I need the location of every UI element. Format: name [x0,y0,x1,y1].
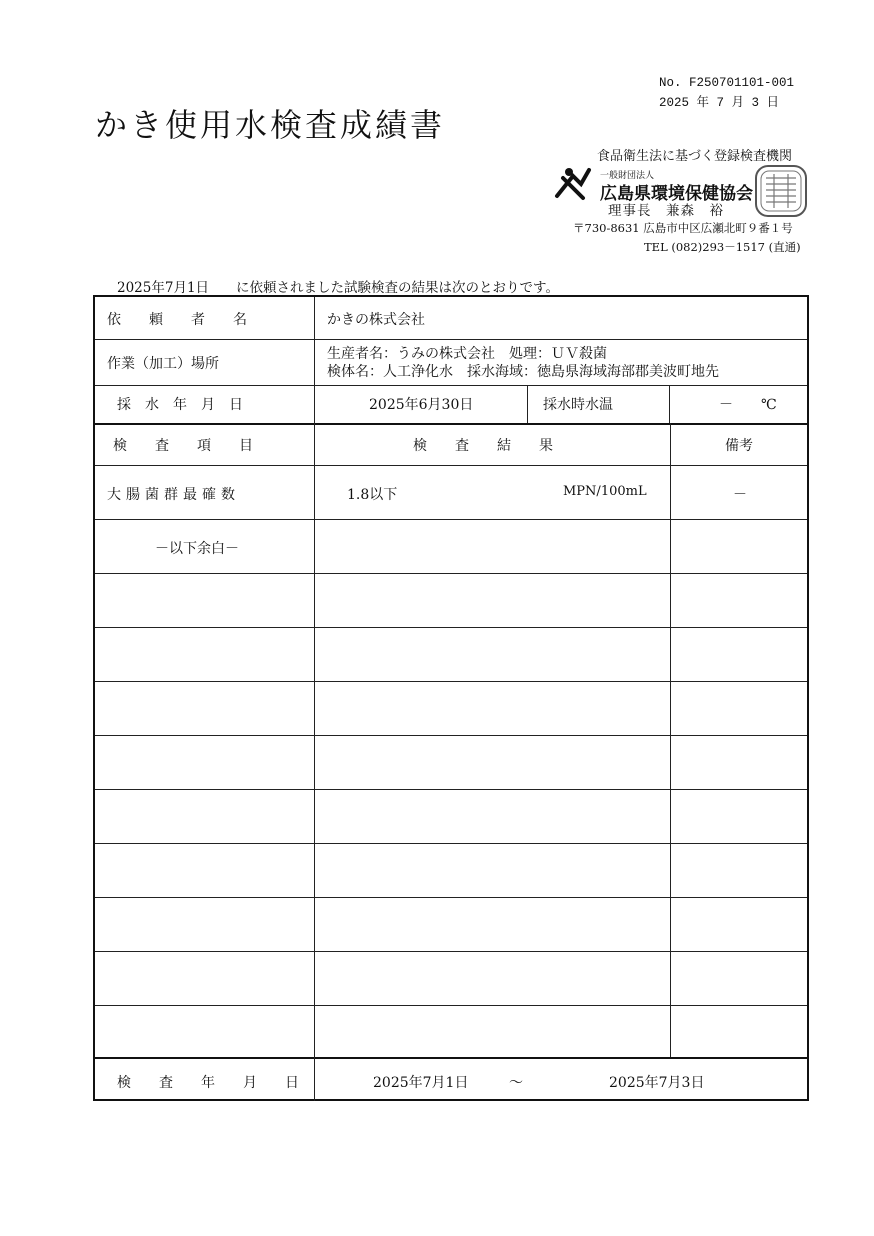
sample-date-value: 2025年6月30日 [369,397,474,413]
corporation-type: 一般財団法人 [600,171,655,181]
water-temp-value: － ℃ [719,397,777,413]
column-header-item: 検 査 項 目 [113,438,253,454]
table-row-unit: MPN/100mL [563,484,647,499]
intro-sentence: 2025年7月1日 に依頼されました試験検査の結果は次のとおりです。 [117,280,559,296]
document-title: かき使用水検査成績書 [95,106,446,144]
organization-logo-icon [553,162,593,202]
registration-text: 食品衛生法に基づく登録検査機関 [597,149,793,164]
organization-name: 広島県環境保健協会 [600,184,753,204]
location-line-2: 検体名：人工浄化水 採水海域：徳島県海域海部郡美波町地先 [327,364,719,380]
table-row-remarks: － [733,487,747,503]
document-number: No. F250701101-001 [659,76,795,90]
sample-date-label: 採 水 年 月 日 [117,397,243,413]
column-header-result: 検 査 結 果 [413,438,553,454]
test-date-separator: ～ [509,1075,523,1091]
inspection-table [93,295,809,1101]
requester-value: かきの株式会社 [327,312,425,328]
location-line-1: 生産者名：うみの株式会社 処理：ＵＶ殺菌 [327,346,607,362]
location-label: 作業（加工）場所 [107,356,219,372]
water-temp-label: 採水時水温 [543,397,613,413]
test-date-from: 2025年7月1日 [373,1075,469,1091]
requester-label: 依 頼 者 名 [107,312,247,328]
issuer-address: 〒730-8631 広島市中区広瀬北町９番１号 [573,221,793,235]
test-date-label: 検 査 年 月 日 [117,1075,299,1091]
table-row-item: 大腸菌群最確数 [107,487,240,503]
chairman-name: 理事長 兼森 裕 [608,203,724,219]
test-date-to: 2025年7月3日 [609,1075,705,1091]
document-date: 2025 年 7 月 3 日 [659,96,780,110]
official-seal-icon [754,164,808,218]
table-row-result: 1.8以下 [347,487,398,503]
column-header-remarks: 備考 [725,438,753,454]
table-row-blank-marker: －以下余白－ [155,541,239,557]
issuer-phone: TEL (082)293－1517 (直通) [644,240,801,254]
